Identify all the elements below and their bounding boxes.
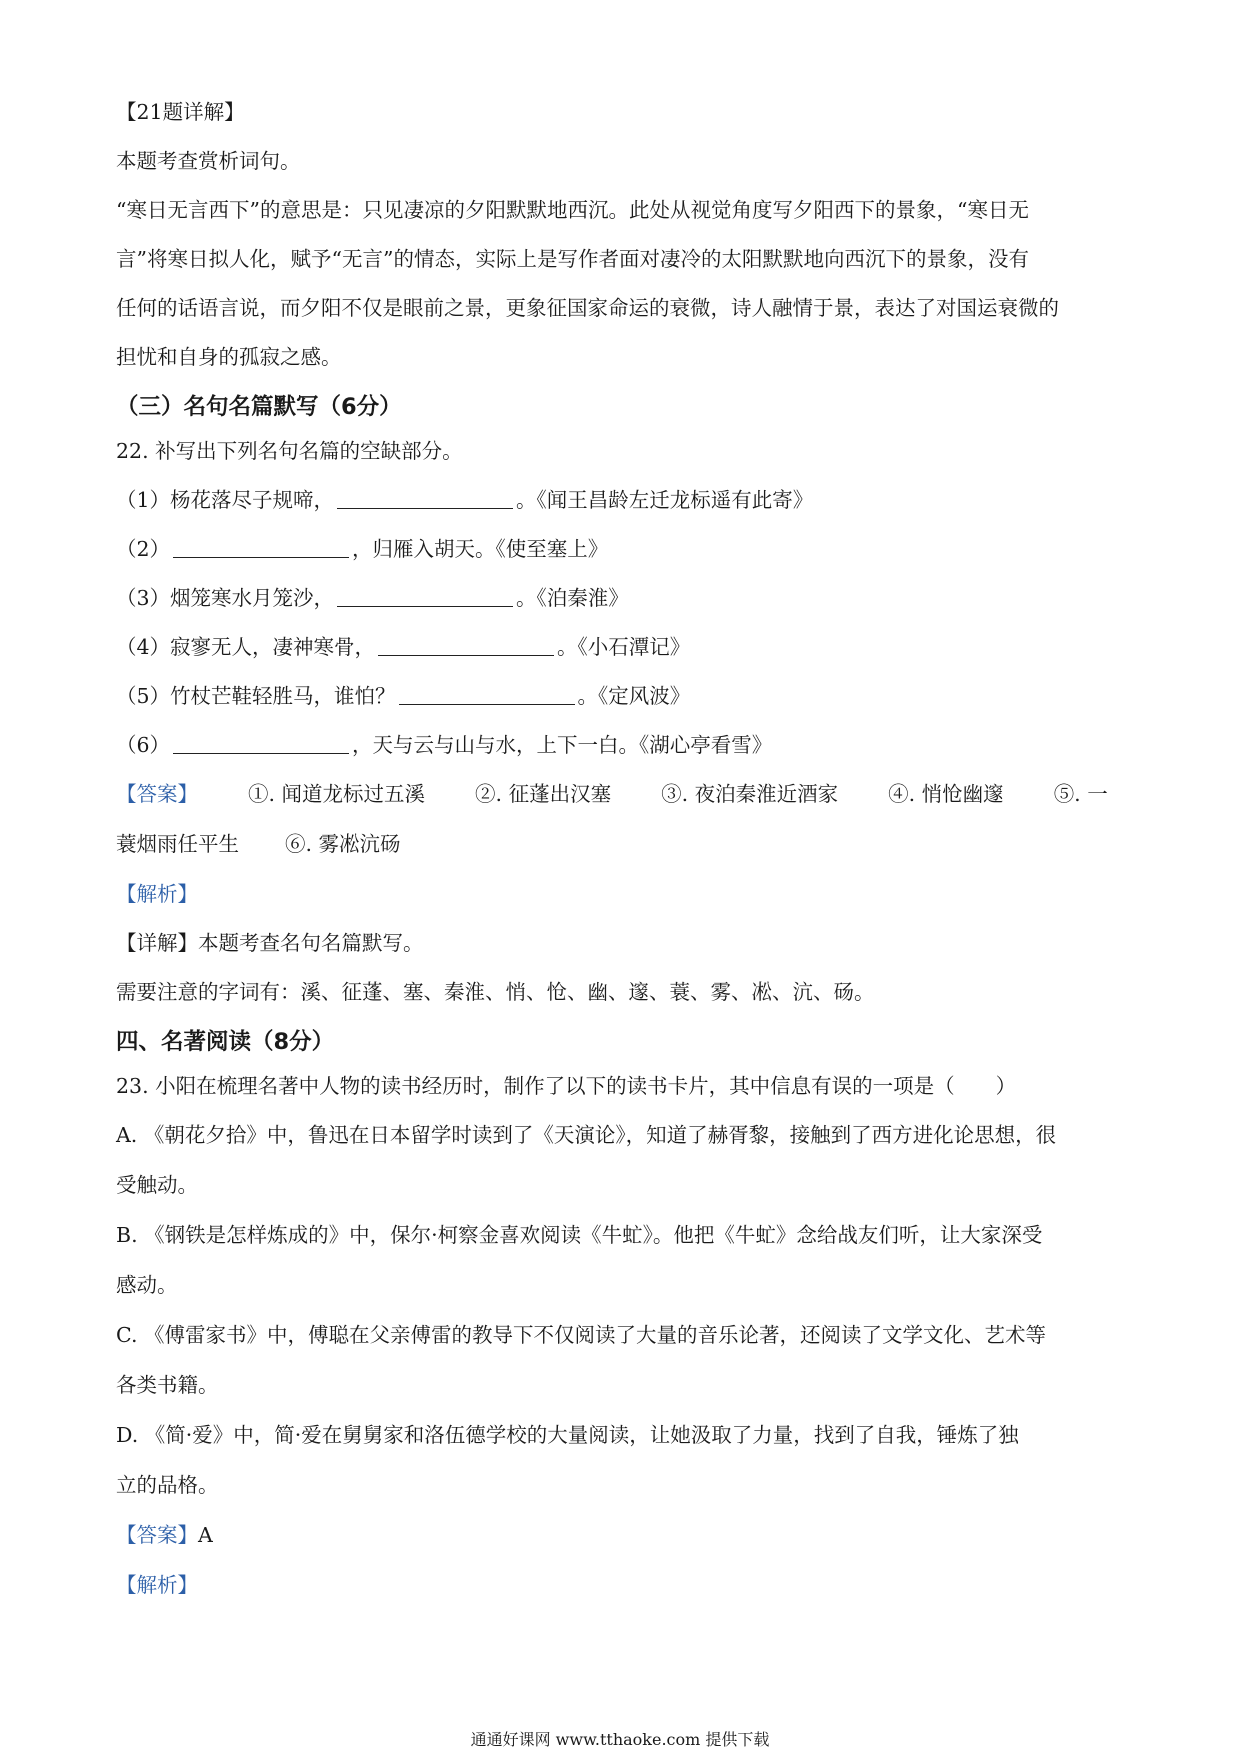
item-prefix: 竹杖芒鞋轻胜马，谁怕？ bbox=[170, 684, 396, 708]
fill-blank bbox=[399, 684, 575, 705]
page-footer: 通通好课网 www.tthaoke.com 提供下载 bbox=[470, 1730, 770, 1749]
q22-item-4 bbox=[116, 635, 1132, 659]
q23-prompt: 23. 小阳在梳理名著中人物的读书经历时，制作了以下的读书卡片，其中信息有误的一项是（ ） bbox=[116, 1074, 1017, 1098]
q22-answer-line-1 bbox=[116, 782, 1132, 806]
analysis-tag: 【解析】 bbox=[116, 882, 198, 906]
item-number: （6） bbox=[116, 733, 171, 757]
item-prefix: 烟笼寒水月笼沙， bbox=[170, 586, 335, 610]
item-suffix: ，天与云与山与水，上下一白。《湖心亭看雪》 bbox=[352, 733, 773, 757]
q23-option-d-line-2: 立的品格。 bbox=[116, 1473, 219, 1497]
q22-analysis-tag bbox=[116, 882, 1132, 906]
answer-value: A bbox=[198, 1523, 213, 1547]
q23-option-b-line-2: 感动。 bbox=[116, 1273, 178, 1297]
q23-option-a-line-2: 受触动。 bbox=[116, 1173, 198, 1197]
answer-item-5-cont: 蓑烟雨任平生 bbox=[116, 832, 239, 856]
q23-option-c-line-1: C. 《傅雷家书》中，傅聪在父亲傅雷的教导下不仅阅读了大量的音乐论著，还阅读了文学文化、艺术等 bbox=[116, 1323, 1046, 1347]
q21-para-line-3: 任何的话语言说，而夕阳不仅是眼前之景，更象征国家命运的衰微，诗人融情于景，表达了对国运衰微的 bbox=[116, 296, 1059, 320]
answer-item-4: ④. 悄怆幽邃 bbox=[888, 782, 1004, 806]
item-suffix: 。《闻王昌龄左迁龙标遥有此寄》 bbox=[516, 488, 814, 512]
answer-item-5: ⑤. 一 bbox=[1053, 782, 1108, 806]
fill-blank bbox=[378, 635, 554, 656]
item-number: （5） bbox=[116, 684, 171, 708]
q22-item-6 bbox=[116, 733, 1132, 757]
item-prefix: 寂寥无人，凄神寒骨， bbox=[170, 635, 376, 659]
q23-option-b-line-1: B. 《钢铁是怎样炼成的》中，保尔·柯察金喜欢阅读《牛虻》。他把《牛虻》念给战友们听，让大家深受 bbox=[116, 1223, 1043, 1247]
q21-detail-title: 【21题详解】 bbox=[116, 100, 245, 124]
fill-blank bbox=[173, 733, 349, 754]
answer-item-3: ③. 夜泊秦淮近酒家 bbox=[661, 782, 839, 806]
q22-item-5 bbox=[116, 684, 1132, 708]
q23-option-d-line-1: D. 《简·爱》中，简·爱在舅舅家和洛伍德学校的大量阅读，让她汲取了力量，找到了自我，锤炼了独 bbox=[116, 1423, 1019, 1447]
answer-item-6: ⑥. 雾凇沆砀 bbox=[285, 832, 401, 856]
item-number: （4） bbox=[116, 635, 171, 659]
q22-note: 需要注意的字词有：溪、征蓬、塞、秦淮、悄、怆、幽、邃、蓑、雾、凇、沆、砀。 bbox=[116, 980, 875, 1004]
q23-option-a-line-1: A. 《朝花夕拾》中，鲁迅在日本留学时读到了《天演论》，知道了赫胥黎，接触到了西方进化论思想，很 bbox=[116, 1123, 1057, 1147]
q21-intro: 本题考查赏析词句。 bbox=[116, 149, 301, 173]
fill-blank bbox=[337, 586, 513, 607]
item-suffix: ，归雁入胡天。《使至塞上》 bbox=[352, 537, 609, 561]
q23-option-c-line-2: 各类书籍。 bbox=[116, 1373, 219, 1397]
section-4-heading: 四、名著阅读（8分） bbox=[116, 1029, 335, 1055]
section-3-heading: （三）名句名篇默写（6分） bbox=[116, 394, 402, 420]
q22-item-2 bbox=[116, 537, 1132, 561]
q22-answer-line-2 bbox=[116, 832, 1132, 856]
q23-answer bbox=[116, 1523, 1132, 1547]
item-number: （2） bbox=[116, 537, 171, 561]
item-suffix: 。《小石潭记》 bbox=[557, 635, 691, 659]
q21-para-line-4: 担忧和自身的孤寂之感。 bbox=[116, 345, 342, 369]
item-suffix: 。《定风波》 bbox=[577, 684, 691, 708]
q22-item-1 bbox=[116, 488, 1132, 512]
item-number: （1） bbox=[116, 488, 171, 512]
answer-item-1: ①. 闻道龙标过五溪 bbox=[248, 782, 426, 806]
item-suffix: 。《泊秦淮》 bbox=[516, 586, 629, 610]
q22-item-3 bbox=[116, 586, 1132, 610]
q22-prompt: 22. 补写出下列名句名篇的空缺部分。 bbox=[116, 439, 463, 463]
q21-para-line-1: “寒日无言西下”的意思是：只见凄凉的夕阳默默地西沉。此处从视觉角度写夕阳西下的景象，“寒日无 bbox=[116, 198, 1029, 222]
q22-detail: 【详解】本题考查名句名篇默写。 bbox=[116, 931, 424, 955]
item-prefix: 杨花落尽子规啼， bbox=[170, 488, 335, 512]
answer-item-2: ②. 征蓬出汉塞 bbox=[475, 782, 612, 806]
fill-blank bbox=[337, 488, 513, 509]
item-number: （3） bbox=[116, 586, 171, 610]
document-page bbox=[116, 100, 1132, 1622]
q23-analysis-tag bbox=[116, 1573, 1132, 1597]
analysis-tag: 【解析】 bbox=[116, 1573, 198, 1597]
fill-blank bbox=[173, 537, 349, 558]
q21-para-line-2: 言”将寒日拟人化，赋予“无言”的情态，实际上是写作者面对凄冷的太阳默默地向西沉下的景象，没有 bbox=[116, 247, 1029, 271]
answer-tag: 【答案】 bbox=[116, 782, 198, 806]
answer-tag: 【答案】 bbox=[116, 1523, 198, 1547]
